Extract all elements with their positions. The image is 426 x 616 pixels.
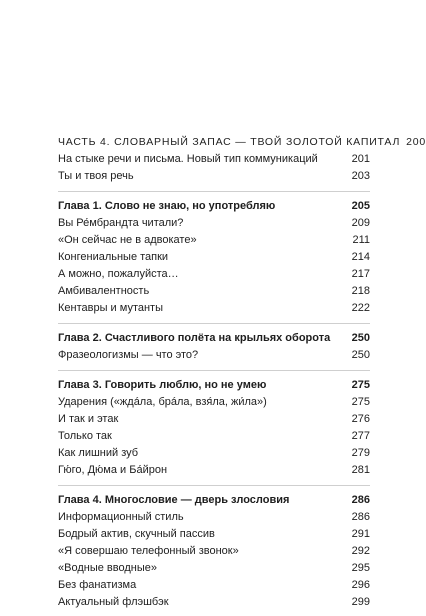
entry-title: Конгениальные тапки [58, 251, 169, 263]
entry-title: «Я совершаю телефонный звонок» [58, 545, 239, 557]
section-divider [58, 191, 370, 192]
part-page-number: 200 [406, 136, 426, 148]
chapter-heading [58, 492, 370, 509]
part-heading [58, 134, 426, 151]
toc-entry [58, 300, 370, 317]
part-title: ЧАСТЬ 4. СЛОВАРНЫЙ ЗАПАС — ТВОЙ ЗОЛОТОЙ КАПИТАЛ [58, 136, 401, 148]
toc-entry [58, 232, 370, 249]
entry-page-number: 211 [352, 234, 370, 246]
entry-title: Вы Ре́мбрандта читали? [58, 217, 184, 229]
toc-entry [58, 266, 370, 283]
toc-entry [58, 283, 370, 300]
toc-entry [58, 249, 370, 266]
chapter-heading [58, 330, 370, 347]
entry-title: И так и этак [58, 413, 119, 425]
chapter-section [58, 198, 370, 317]
section-divider [58, 370, 370, 371]
toc-entry [58, 445, 370, 462]
entry-page-number: 275 [351, 396, 370, 408]
toc-entry [58, 594, 370, 611]
toc-entry [58, 151, 370, 168]
entry-title: Актуальный флэшбэк [58, 596, 169, 608]
entry-page-number: 299 [351, 596, 370, 608]
entry-title: Амбивалентность [58, 285, 150, 297]
toc-entry [58, 577, 370, 594]
entry-page-number: 277 [351, 430, 370, 442]
toc-entry [58, 347, 370, 364]
toc-entry [58, 394, 370, 411]
entry-title: Бодрый актив, скучный пассив [58, 528, 215, 540]
entry-page-number: 286 [351, 511, 370, 523]
toc-entry [58, 509, 370, 526]
entry-page-number: 205 [351, 200, 370, 212]
chapter-section [58, 492, 370, 611]
chapter-section [58, 330, 370, 364]
entry-title: Без фанатизма [58, 579, 137, 591]
entry-title: «Он сейчас не в адвокате» [58, 234, 197, 246]
entry-page-number: 295 [351, 562, 370, 574]
entry-page-number: 291 [351, 528, 370, 540]
entry-page-number: 209 [351, 217, 370, 229]
entry-title: Глава 3. Говорить люблю, но не умею [58, 379, 267, 391]
chapter-heading [58, 377, 370, 394]
entry-title: Глава 2. Счастливого полёта на крыльях оборота [58, 332, 331, 344]
chapter-section [58, 377, 370, 479]
entry-title: А можно, пожалуйста… [58, 268, 179, 280]
entry-page-number: 218 [351, 285, 370, 297]
part-section [58, 134, 426, 185]
entry-title: На стыке речи и письма. Новый тип коммуникаций [58, 153, 318, 165]
entry-page-number: 222 [351, 302, 370, 314]
toc-entry [58, 215, 370, 232]
entry-title: Фразеологизмы — что это? [58, 349, 199, 361]
entry-title: Глава 4. Многословие — дверь злословия [58, 494, 290, 506]
entry-page-number: 214 [351, 251, 370, 263]
entry-title: «Водные вводные» [58, 562, 157, 574]
entry-page-number: 292 [351, 545, 370, 557]
toc-entry [58, 168, 370, 185]
section-divider [58, 323, 370, 324]
table-of-contents [58, 134, 426, 611]
entry-title: Информационный стиль [58, 511, 184, 523]
entry-page-number: 250 [351, 349, 370, 361]
entry-title: Гю́го, Дю́ма и Ба́йрон [58, 464, 168, 476]
toc-entry [58, 428, 370, 445]
entry-page-number: 296 [351, 579, 370, 591]
entry-page-number: 286 [351, 494, 370, 506]
entry-page-number: 250 [351, 332, 370, 344]
entry-title: Глава 1. Слово не знаю, но употребляю [58, 200, 276, 212]
entry-page-number: 275 [351, 379, 370, 391]
entry-page-number: 276 [351, 413, 370, 425]
entry-title: Кентавры и мутанты [58, 302, 163, 314]
entry-title: Ударения («ждáла, брáла, взя́ла, жи́ла») [58, 396, 267, 408]
entry-title: Только так [58, 430, 112, 442]
section-divider [58, 485, 370, 486]
toc-entry [58, 411, 370, 428]
toc-entry [58, 543, 370, 560]
chapter-heading [58, 198, 370, 215]
toc-entry [58, 462, 370, 479]
entry-page-number: 281 [351, 464, 370, 476]
toc-entry [58, 526, 370, 543]
entry-page-number: 201 [351, 153, 370, 165]
entry-page-number: 217 [351, 268, 370, 280]
entry-page-number: 279 [351, 447, 370, 459]
entry-title: Как лишний зуб [58, 447, 139, 459]
toc-entry [58, 560, 370, 577]
entry-page-number: 203 [351, 170, 370, 182]
entry-title: Ты и твоя речь [58, 170, 134, 182]
